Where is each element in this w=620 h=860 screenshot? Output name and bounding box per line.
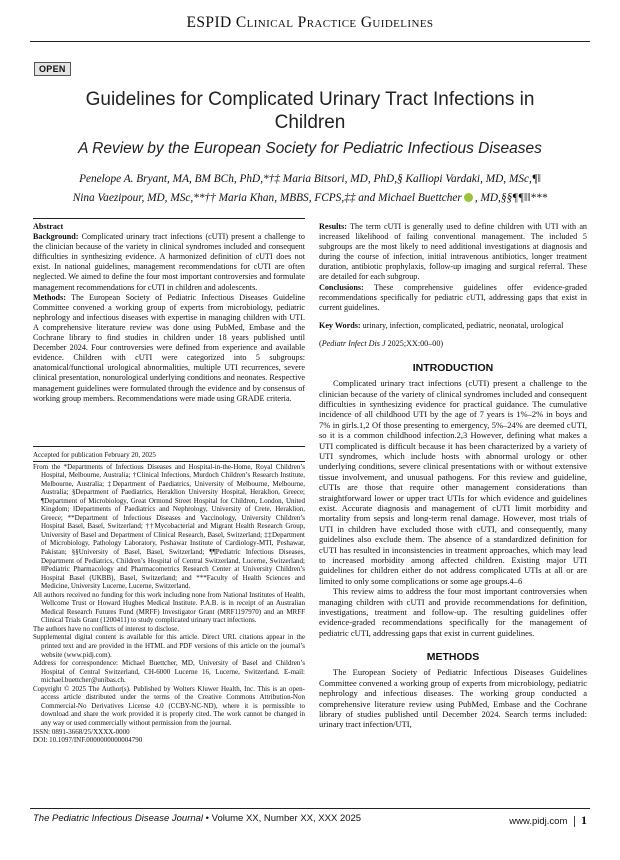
doi: DOI: 10.1097/INF.0000000000004790	[33, 736, 143, 745]
copyright: Copyright © 2025 The Author(s). Published by Wolters Kluwer Health, Inc. This is an open-access article distributed under the terms of the Creative Commons Attribution-Non Commercial-No Derivatives License 4.0 (CCBY-NC-ND), where it is permissible to download and share the work provided it is properly cited. The work cannot be changed in any way or used commercially without permission from the journal.	[33, 684, 305, 727]
footer-rule	[30, 808, 590, 809]
orcid-icon[interactable]	[464, 193, 473, 202]
background-text: Complicated urinary tract infections (cUTI) present a challenge to the clinician because of the variety in clinical syndromes included and consequent difficulties in synthesizing evidence. A harmonized definition of cUTI does not exist. In national guidelines, management recommendations for cUTI are often neglected. We aimed to define the four most important controversies and formulate management recommendations for cUTI in children and adolescents.	[33, 232, 305, 292]
results-text: The term cUTI is generally used to define children with UTI with an increased likelihood of failing conventional management. The included 5 subgroups are the most likely to need additional investigations at diagnosis and during the course of infection, initial intravenous antibiotics, longer treatment duration, antibiotic prophylaxis, follow-up imaging and surgical referral. These are detailed for each subgroup.	[319, 222, 587, 282]
keywords	[319, 321, 587, 331]
footer-journal	[33, 813, 361, 824]
article-subtitle: A Review by the European Society for Pediatric Infectious Diseases	[78, 140, 542, 157]
abstract-top-rule	[33, 218, 305, 219]
journal-section-header: ESPID Clinical Practice Guidelines	[186, 14, 434, 31]
author-list	[40, 170, 580, 208]
footer-website-link[interactable]: www.pidj.com	[509, 816, 568, 827]
open-access-badge: OPEN	[34, 62, 71, 76]
results-label: Results:	[319, 222, 347, 231]
keywords-label: Key Words:	[319, 320, 361, 330]
citation-journal: Pediatr Infect Dis J	[321, 338, 386, 348]
author-line-1: Penelope A. Bryant, MA, BM BCh, PhD,*†‡ Maria Bitsori, MD, PhD,§ Kalliopi Vardaki, MD, MSc,¶‖	[79, 173, 541, 185]
methods-section	[319, 652, 587, 730]
methods-heading: METHODS	[426, 651, 480, 664]
abstract-results	[319, 222, 587, 283]
methods-paragraph-1: The European Society of Pediatric Infectious Diseases Guidelines Committee convened a working group of experts from microbiology, pediatric nephrology and infectious diseases. The working group conducted a comprehensive literature review using PubMed, Embase and the Cochrane library of studies published until December 2024. Search terms included: urinary tract infection/UTI,	[319, 667, 587, 730]
abstract-left	[33, 222, 305, 404]
correspondence: Address for correspondence: Michael Buettcher, MD, University of Basel and Children’s Hospital of Central Switzerland, CH-6000 Lucerne 16, Lucerne, Switzerland. E-mail: michael.buettcher@unibas.ch.	[33, 659, 305, 685]
methods-label: Methods:	[33, 292, 66, 302]
abstract-background	[33, 232, 305, 293]
footer-journal-name: The Pediatric Infectious Disease Journal	[33, 813, 204, 824]
abstract-conclusions	[319, 283, 587, 313]
intro-paragraph-2: This review aims to address the four most important controversies when managing children with cUTI and provide recommendations for definition, investigations, treatment and follow-up. The resulting guidelines offer evidence-graded recommendations specifically for the management of pediatric cUTI, addressing gaps that exist in current guidelines.	[319, 586, 587, 638]
abstract-methods	[33, 293, 305, 404]
funding: All authors received no funding for this work including none from National Institutes of Health, Wellcome Trust or Howard Hughes Medical Institute. P.A.B. is in receipt of an Australian Medical Research Futures Fund (MRFF) Investigator Grant (MRF1197970) and an MRFF Clinical Trials Grant (1200411) to study complicated urinary tract infections.	[33, 590, 305, 625]
background-label: Background:	[33, 232, 79, 242]
header-rule	[30, 41, 590, 42]
abstract-bottom-rule	[33, 446, 305, 447]
accepted-date: Accepted for publication February 20, 2025	[33, 451, 156, 459]
issn: ISSN: 0891-3668/25/XXXX-0000	[33, 727, 130, 736]
footer-issue: • Volume XX, Number XX, XXX 2025	[203, 813, 362, 824]
introduction-section	[319, 363, 587, 638]
abstract-heading: Abstract	[33, 222, 64, 231]
front-matter-rule	[33, 461, 305, 462]
author-line-2-start: Nina Vaezipour, MD, MSc,**†† Maria Khan, MBBS, FCPS,‡‡ and Michael Buettcher	[72, 192, 462, 204]
affiliations: From the *Departments of Infectious Diseases and Hospital-in-the-Home, Royal Children’s Hospital, Melbourne, Australia; †Clinical Infections, Murdoch Children’s Research Institute, Melbourne, Australia; ‡Department of Paediatrics, University of Melbourne, Melbourne, Australia; §Department of Paediatrics, Heraklion University Hospital, Heraklion, Greece; ¶Department of Microbiology, Great Ormond Street Hospital for Children, London, United Kingdom; ‖Departments of Paediatrics and Nephrology, University of Crete, Heraklion, Greece; **Department of Infectious Diseases and Vaccinology, University Children’s Hospital Basel, Basel, Switzerland; ††Mycobacterial and Migrant Health Research Group, University of Basel and Department of Clinical Research, Basel, Switzerland; ‡‡Department of Microbiology, Pathology Laboratory, Peshawar Institute of Cardiology-MTI, Peshawar, Pakistan; §§University of Basel, Basel, Switzerland; ¶¶Pediatric Infectious Diseases, Department of Pediatrics, Children’s Hospital of Central Switzerland, Lucerne, Switzerland; ‖‖Pediatric Pharmacology and Pharmacometrics Research Center at University Children’s Hospital Basel (UKBB), Basel, Switzerland; and ***Faculty of Health Sciences and Medicine, University Lucerne, Lucerne, Switzerland.	[33, 462, 305, 591]
supplemental: Supplemental digital content is available for this article. Direct URL citations appear in the printed text and are provided in the HTML and PDF versions of this article on the journal’s website (www.pidj.com).	[33, 633, 305, 659]
abstract-right	[319, 222, 587, 730]
footer-right	[509, 813, 587, 828]
citation-rest: 2025;XX:00–00)	[385, 338, 444, 348]
intro-paragraph-1: Complicated urinary tract infections (cUTI) present a challenge to the clinician because of the variety of clinical syndromes included and consequent difficulties in synthesizing evidence for practical guidance. The cumulative incidence of all childhood UTI by the age of 7 years is 1%–2% in boys and 7% in girls.1,2 Of those presenting to emergency, 5%–24% are deemed cUTI, so it is a common childhood infection.2,3 However, defining what makes a UTI complicated is difficult because it has been characterized by a variety of UTI syndromes, which include hosts with abnormal urology or other underlying conditions, severe clinical presentations with or without extensive tissue involvement, and unusual pathogens. For this review and guideline, cUTIs are those that require other management considerations than straightforward lower or upper tract UTIs for which evidence and guidelines exist. Accurate diagnosis and management of cUTI limit morbidity and mortality from sepsis and long-term renal damage. However, most trials of UTI in children have excluded those with cUTI, and consequently, many guidelines also exclude them. The absence of a standardized definition for cUTI has resulted in inconsistencies in treatment approaches, which may lead to increased morbidity among affected children. Existing major UTI guidelines for children either do not address complicated UTIs at all or are limited to only some complications or some age groups.4–6	[319, 378, 587, 586]
citation: (Pediatr Infect Dis J 2025;XX:00–00)	[319, 338, 444, 348]
methods-text: The European Society of Pediatric Infectious Diseases Guideline Committee convened a working group of experts from microbiology, pediatric nephrology and infectious diseases with expertise in managing children with UTI. A comprehensive literature review was done using PubMed, Embase and the Cochrane library to find studies in children under 18 years published until December 2024. Four controversies were defined from experience and available evidence. Children with cUTI were categorized into 5 subgroups: anatomical/functional urological abnormalities, multiple UTI recurrences, severe clinical presentation, nonurological underlying conditions and neonates. Respective management guidelines were formulated through the evidence and by consensus of working group members. Recommendations were made using GRADE criteria.	[33, 292, 305, 403]
author-line-2	[40, 189, 580, 208]
keywords-text: urinary, infection, complicated, pediatric, neonatal, urological	[360, 320, 564, 330]
author-line-2-end: , MD,§§¶¶‖‖***	[474, 192, 548, 204]
introduction-heading: INTRODUCTION	[412, 362, 494, 375]
front-matter	[33, 451, 305, 745]
conflicts: The authors have no conflicts of interest to disclose.	[33, 624, 179, 633]
page-number: 1	[581, 813, 587, 827]
conclusions-label: Conclusions:	[319, 282, 364, 292]
conclusions-text: These comprehensive guidelines offer evidence-graded recommendations specifically for pediatric cUTI, addressing gaps that exist in current guidelines.	[319, 282, 587, 312]
article-title: Guidelines for Complicated Urinary Tract Infections in Children	[85, 89, 535, 133]
